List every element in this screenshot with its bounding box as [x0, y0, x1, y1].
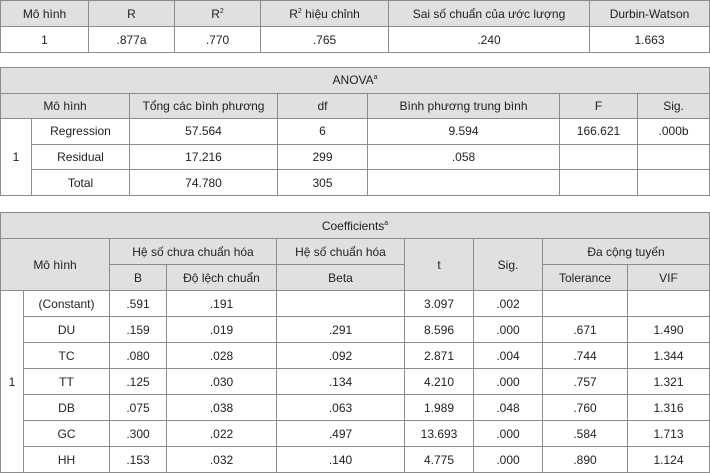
cell: .004	[474, 343, 543, 369]
cell: .075	[110, 395, 167, 421]
cell: 9.594	[368, 119, 560, 145]
cell: .028	[167, 343, 277, 369]
cell: .000	[474, 447, 543, 473]
header-standardized: Hệ số chuẩn hóa	[277, 239, 405, 265]
cell: 1.989	[405, 395, 474, 421]
header-collinearity: Đa cộng tuyến	[543, 239, 710, 265]
cell: .000b	[638, 119, 710, 145]
row-label: TT	[24, 369, 110, 395]
row-label: Regression	[32, 119, 130, 145]
cell: .000	[474, 369, 543, 395]
header-unstandardized: Hệ số chưa chuẩn hóa	[110, 239, 277, 265]
cell: .760	[543, 395, 628, 421]
cell: .000	[474, 421, 543, 447]
header-r: R	[89, 1, 175, 27]
header-sig: Sig.	[638, 93, 710, 119]
cell	[368, 170, 560, 196]
cell: 1.344	[628, 343, 710, 369]
cell: 17.216	[130, 144, 278, 170]
header-std-deviation: Độ lệch chuẩn	[167, 265, 277, 291]
table-row	[1, 170, 710, 196]
row-label: DU	[24, 317, 110, 343]
cell: .300	[110, 421, 167, 447]
header-sig: Sig.	[474, 239, 543, 291]
header-f: F	[560, 93, 638, 119]
table-row	[1, 421, 710, 447]
anova-table	[0, 67, 710, 196]
cell: .240	[389, 27, 590, 53]
cell: .058	[368, 144, 560, 170]
cell: .032	[167, 447, 277, 473]
model-number: 1	[1, 119, 32, 196]
table-row	[1, 369, 710, 395]
table-row	[1, 291, 710, 317]
cell	[543, 291, 628, 317]
model-number: 1	[1, 291, 24, 473]
cell: 305	[278, 170, 368, 196]
cell: .757	[543, 369, 628, 395]
cell: .019	[167, 317, 277, 343]
cell: 4.775	[405, 447, 474, 473]
row-label: (Constant)	[24, 291, 110, 317]
row-label: Residual	[32, 144, 130, 170]
cell	[628, 291, 710, 317]
cell: .890	[543, 447, 628, 473]
cell: 13.693	[405, 421, 474, 447]
cell: .744	[543, 343, 628, 369]
cell: 1	[1, 27, 89, 53]
cell: .000	[474, 317, 543, 343]
cell: 1.663	[590, 27, 710, 53]
cell: .048	[474, 395, 543, 421]
cell	[277, 291, 405, 317]
cell: .591	[110, 291, 167, 317]
cell: 74.780	[130, 170, 278, 196]
coefficients-table	[0, 212, 710, 473]
header-adjusted-r-squared: $R^2$ hiệu chỉnh	[261, 1, 389, 27]
cell: 1.316	[628, 395, 710, 421]
table-row	[1, 343, 710, 369]
header-sum-of-squares: Tổng các bình phương	[130, 93, 278, 119]
header-model: Mô hình	[1, 93, 130, 119]
row-label: DB	[24, 395, 110, 421]
cell: 3.097	[405, 291, 474, 317]
header-df: df	[278, 93, 368, 119]
cell: 299	[278, 144, 368, 170]
cell: 2.871	[405, 343, 474, 369]
row-label: GC	[24, 421, 110, 447]
cell: 4.210	[405, 369, 474, 395]
cell: .038	[167, 395, 277, 421]
header-durbin-watson: Durbin-Watson	[590, 1, 710, 27]
cell: 1.490	[628, 317, 710, 343]
cell: .770	[175, 27, 261, 53]
cell	[560, 170, 638, 196]
row-label: HH	[24, 447, 110, 473]
cell: .877a	[89, 27, 175, 53]
row-label: TC	[24, 343, 110, 369]
header-r-squared: $R^2$	[175, 1, 261, 27]
coefficients-title: Coefficients$^a$	[1, 213, 710, 239]
anova-title: ANOVA$^a$	[1, 68, 710, 94]
cell	[638, 144, 710, 170]
cell: 1.321	[628, 369, 710, 395]
cell: .671	[543, 317, 628, 343]
cell: .125	[110, 369, 167, 395]
table-row	[1, 144, 710, 170]
row-label: Total	[32, 170, 130, 196]
cell: .063	[277, 395, 405, 421]
cell: .497	[277, 421, 405, 447]
header-b: B	[110, 265, 167, 291]
table-row	[1, 317, 710, 343]
cell: .134	[277, 369, 405, 395]
cell: .584	[543, 421, 628, 447]
header-mean-square: Bình phương trung bình	[368, 93, 560, 119]
cell: 166.621	[560, 119, 638, 145]
cell: .002	[474, 291, 543, 317]
header-vif: VIF	[628, 265, 710, 291]
cell: 1.713	[628, 421, 710, 447]
cell: .092	[277, 343, 405, 369]
table-row	[1, 395, 710, 421]
header-beta: Beta	[277, 265, 405, 291]
cell: 1.124	[628, 447, 710, 473]
header-model: Mô hình	[1, 1, 89, 27]
header-model: Mô hình	[1, 239, 110, 291]
cell	[560, 144, 638, 170]
cell: 6	[278, 119, 368, 145]
cell: .080	[110, 343, 167, 369]
cell: .191	[167, 291, 277, 317]
header-std-error: Sai số chuẩn của ước lượng	[389, 1, 590, 27]
table-row	[1, 27, 710, 53]
cell: 8.596	[405, 317, 474, 343]
table-row	[1, 447, 710, 473]
table-row	[1, 119, 710, 145]
cell: .022	[167, 421, 277, 447]
cell: .159	[110, 317, 167, 343]
model-summary-table	[0, 0, 710, 53]
cell: 57.564	[130, 119, 278, 145]
cell: .291	[277, 317, 405, 343]
cell: .765	[261, 27, 389, 53]
header-t: t	[405, 239, 474, 291]
cell: .030	[167, 369, 277, 395]
header-tolerance: Tolerance	[543, 265, 628, 291]
cell	[638, 170, 710, 196]
cell: .153	[110, 447, 167, 473]
cell: .140	[277, 447, 405, 473]
